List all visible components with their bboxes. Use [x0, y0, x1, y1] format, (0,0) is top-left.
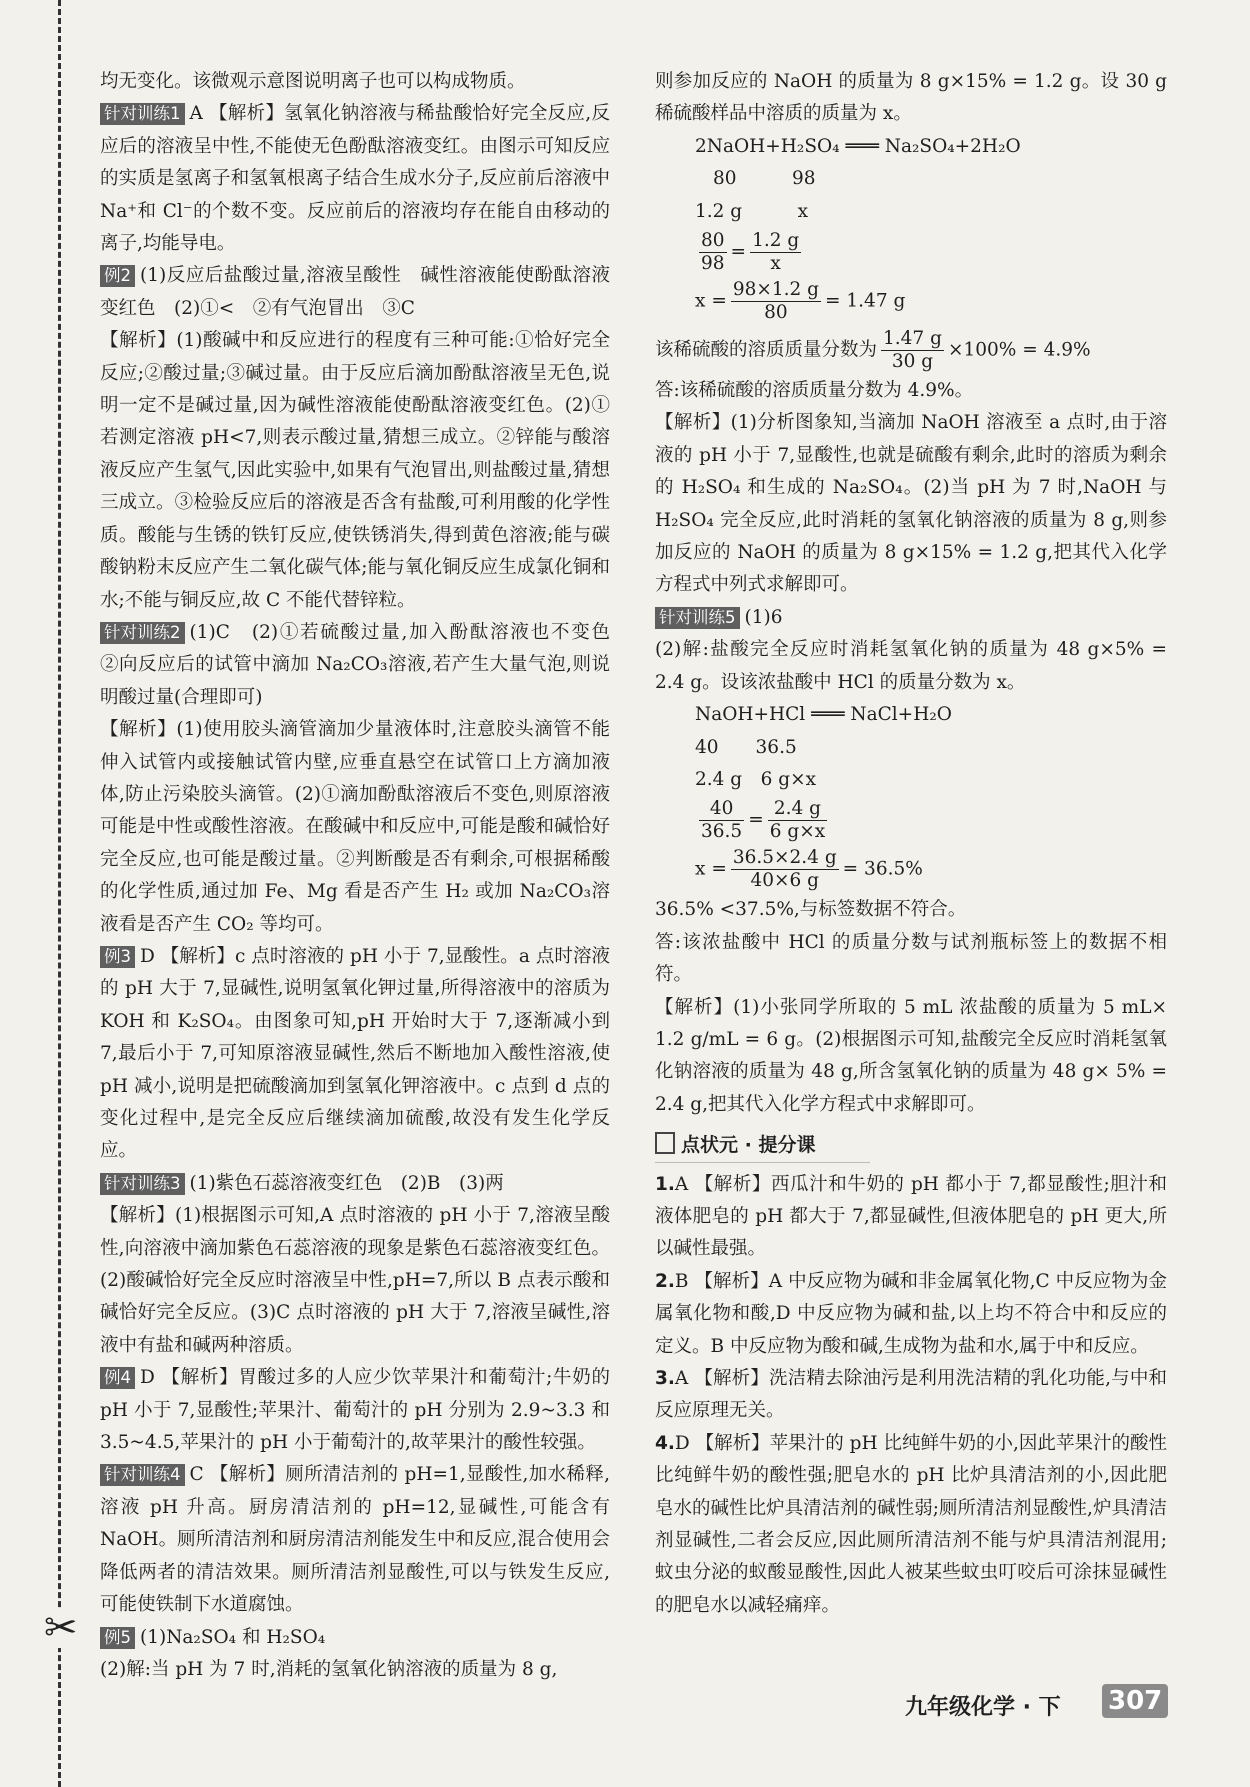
fraction	[731, 279, 821, 324]
denominator: 36.5	[701, 821, 743, 843]
numerator: 40	[699, 798, 744, 821]
paragraph-text: A 【解析】氢氧化钠溶液与稀盐酸恰好完全反应,反应后的溶液呈中性,不能使无色酚酞溶液变红。由图示可知反应的实质是氢离子和氢氧根离子结合生成水分子,反应前后溶液中 Na⁺和 Cl⁻的个数不变。反应前后的溶液均存在能自由移动的离子,均能导电。	[100, 103, 610, 255]
ratio: $\frac{40}{36.5}$ = $\frac{2.4 g}{6 g\times x}$	[701, 798, 826, 843]
paragraph: 则参加反应的 NaOH 的质量为 8 g×15% = 1.2 g。设 30 g 稀硫酸样品中溶质的质量为 x。	[655, 71, 1167, 125]
denominator: 98	[701, 253, 725, 275]
paragraph	[100, 617, 629, 714]
label-tag: 例5	[100, 1627, 135, 1649]
text: ×100% = 4.9%	[947, 339, 1091, 361]
label-tag: 例4	[100, 1367, 135, 1389]
paragraph: 均无变化。该微观示意图说明离子也可以构成物质。	[100, 71, 526, 92]
question-item	[655, 1428, 1167, 1622]
question-number: 4.	[655, 1432, 675, 1454]
numerator: 1.47 g	[883, 328, 942, 350]
fraction	[750, 230, 801, 275]
question-text: A 【解析】洗洁精去除油污是利用洗洁精的乳化功能,与中和反应原理无关。	[655, 1368, 1167, 1422]
section-title: 点状元 · 提分课	[681, 1134, 816, 1157]
paragraph: (2)解:盐酸完全反应时消耗氢氧化钠的质量为 48 g×5% = 2.4 g。设该浓盐酸中 HCl 的质量分数为 x。	[655, 639, 1167, 693]
fraction	[699, 798, 744, 843]
denominator: 80	[764, 302, 788, 324]
paragraph: 【解析】(1)使用胶头滴管滴加少量液体时,注意胶头滴管不能伸入试管内或接触试管内壁,应垂直悬空在试管口上方滴加液体,防止污染胶头滴管。(2)①滴加酚酞溶液后不变色,则原溶液可能是中性或酸性溶液。在酸碱中和反应中,可能是酸和碱恰好完全反应,也可能是酸过量。②判断酸是否有剩余,可根据稀酸的化学性质,通过加 Fe、Mg 看是否产生 H₂ 或加 Na₂CO₃溶液看是否产生 CO₂ 等均可。	[100, 719, 610, 935]
text: x =	[695, 858, 727, 880]
footer-title: 九年级化学 · 下	[905, 1695, 1061, 1720]
equation-mass: 80 98	[713, 168, 816, 190]
paragraph	[100, 1622, 610, 1654]
paragraph	[100, 1459, 610, 1621]
paragraph	[100, 1168, 610, 1200]
question-number: 3.	[655, 1368, 675, 1389]
question-item	[655, 1266, 1167, 1363]
label-tag: 针对训练2	[100, 622, 185, 644]
paragraph	[100, 260, 610, 325]
paragraph-text: (1)紫色石蕊溶液变红色 (2)B (3)两	[189, 1172, 504, 1194]
equation-mass: 40 36.5	[695, 736, 797, 758]
paragraph	[655, 602, 1167, 634]
page-number: 307	[1102, 1684, 1168, 1718]
right-column	[655, 66, 1167, 1622]
paragraph-text: (1)6	[744, 606, 783, 628]
paragraph	[100, 1362, 610, 1459]
solve-x	[695, 277, 1167, 326]
question-item	[655, 1363, 1167, 1428]
label-tag: 针对训练3	[100, 1173, 185, 1195]
label-tag: 针对训练1	[100, 103, 185, 125]
section-heading	[655, 1129, 870, 1162]
paragraph-text: (1)C (2)①若硫酸过量,加入酚酞溶液也不变色 ②向反应后的试管中滴加 Na₂CO₃溶液,若产生大量气泡,则说明酸过量(合理即可)	[100, 621, 629, 708]
fraction	[881, 328, 944, 373]
answer: 答:该浓盐酸中 HCl 的质量分数与试剂瓶标签上的数据不相符。	[655, 931, 1167, 986]
solve-x	[695, 845, 1167, 894]
scissors-icon: ✂	[44, 1605, 78, 1651]
numerator: 80	[701, 230, 725, 252]
label-tag: 针对训练5	[655, 607, 740, 629]
paragraph-text: C 【解析】厕所清洁剂的 pH=1,显酸性,加水稀释,溶液 pH 升高。厨房清洁剂的 pH=12,显碱性,可能含有 NaOH。厕所清洁剂和厨房清洁剂能发生中和反应,混合使用会降低两者的清洁效果。厕所清洁剂显酸性,可以与铁发生反应,可能使铁制下水道腐蚀。	[100, 1464, 610, 1616]
numerator: 1.2 g	[752, 230, 800, 252]
paragraph: 【解析】(1)根据图示可知,A 点时溶液的 pH 小于 7,溶液呈酸性,向溶液中滴加紫色石蕊溶液的现象是紫色石蕊溶液变红色。(2)酸碱恰好完全反应时溶液呈中性,pH=7,所以 B 点表示酸和碱恰好完全反应。(3)C 点时溶液的 pH 大于 7,溶液呈碱性,溶液中有盐和碱两种溶质。	[100, 1205, 610, 1356]
denominator: x	[770, 253, 781, 275]
denominator: 40×6 g	[750, 870, 820, 892]
left-column	[100, 66, 629, 1686]
fraction	[731, 847, 839, 892]
equation: 2NaOH+H₂SO₄ ═══ Na₂SO₄+2H₂O	[695, 135, 1021, 157]
question-text: B 【解析】A 中反应物为碱和非金属氧化物,C 中反应物为金属氧化物和酸,D 中反应物为碱和盐,以上均不符合中和反应的定义。B 中反应物为酸和碱,生成物为盐和水,属于中和反应。	[655, 1270, 1167, 1357]
book-icon	[655, 1132, 675, 1154]
label-tag: 针对训练4	[100, 1464, 185, 1486]
fraction	[768, 798, 827, 843]
paragraph-text: D 【解析】胃酸过多的人应少饮苹果汁和葡萄汁;牛奶的 pH 小于 7,显酸性;苹果汁、葡萄汁的 pH 分别为 2.9~3.3 和 3.5~4.5,苹果汁的 pH 小于葡萄汁的,故苹果汁的酸性较强。	[100, 1367, 610, 1454]
question-number: 2.	[655, 1270, 675, 1292]
paragraph: 【解析】(1)酸碱中和反应进行的程度有三种可能:①恰好完全反应;②酸过量;③碱过量。由于反应后滴加酚酞溶液呈无色,说明一定不是碱过量,因为碱性溶液能使酚酞溶液变红色。(2)①若测定溶液 pH<7,则表示酸过量,猜想三成立。②锌能与酸溶液反应产生氢气,因此实验中,如果有气泡冒出,则盐酸过量,猜想三成立。③检验反应后的溶液是否含有盐酸,可利用酸的化学性质。酸能与生锈的铁钉反应,使铁锈消失,得到黄色溶液;能与碳酸钠粉末反应产生二氧化碳气体;能与氧化铜反应生成氯化铜和水;不能与铜反应,故 C 不能代替锌粒。	[100, 330, 610, 611]
text: = 1.47 g	[825, 290, 906, 312]
text: = 36.5%	[842, 858, 923, 880]
denominator: 6 g×x	[769, 821, 826, 843]
paragraph	[100, 941, 610, 1168]
question-text: D 【解析】苹果汁的 pH 比纯鲜牛奶的小,因此苹果汁的酸性比纯鲜牛奶的酸性强;肥皂水的 pH 比炉具清洁剂的小,因此肥皂水的碱性比炉具清洁剂的碱性弱;厕所清洁剂显酸性,炉具清洁剂显碱性,二者会反应,因此厕所清洁剂不能与炉具清洁剂混用;蚊虫分泌的蚁酸显酸性,因此人被某些蚊虫叮咬后可涂抹显碱性的肥皂水以减轻痛痒。	[655, 1432, 1167, 1616]
cut-line	[58, 0, 61, 1787]
numerator: 98×1.2 g	[732, 279, 820, 301]
ratio: $\frac{80}{98}$ = $\frac{1.2 g}{x}$	[701, 230, 800, 275]
fraction	[699, 230, 727, 275]
question-item	[655, 1169, 1167, 1266]
question-text: A 【解析】西瓜汁和牛奶的 pH 都小于 7,都显酸性;胆汁和液体肥皂的 pH 都大于 7,都显碱性,但液体肥皂的 pH 更大,所以碱性最强。	[655, 1173, 1167, 1260]
answer: 答:该稀硫酸的溶质质量分数为 4.9%。	[655, 380, 974, 402]
denominator: 30 g	[891, 351, 934, 373]
paragraph-text: D 【解析】c 点时溶液的 pH 小于 7,显酸性。a 点时溶液的 pH 大于 7,显碱性,说明氢氧化钾过量,所得溶液中的溶质为 KOH 和 K₂SO₄。由图象可知,pH 开始时大于 7,逐渐减小到 7,最后小于 7,可知原溶液显碱性,然后不断地加入酸性溶液,使 pH 减小,说明是把硫酸滴加到氢氧化钾溶液中。c 点到 d 点的变化过程中,是完全反应后继续滴加硫酸,故没有发生化学反应。	[100, 945, 610, 1162]
percent-line	[655, 326, 1167, 375]
equation-values: 2.4 g 6 g×x	[695, 768, 817, 790]
equation-values: 1.2 g x	[695, 200, 809, 222]
paragraph: (2)解:当 pH 为 7 时,消耗的氢氧化钠溶液的质量为 8 g,	[100, 1658, 558, 1680]
paragraph: 【解析】(1)小张同学所取的 5 mL 浓盐酸的质量为 5 mL× 1.2 g/mL = 6 g。(2)根据图示可知,盐酸完全反应时消耗氢氧化钠溶液的质量为 48 g,所含氢氧化钠的质量为 48 g× 5% = 2.4 g,把其代入化学方程式中求解即可。	[655, 996, 1167, 1115]
text: x =	[695, 290, 727, 312]
paragraph	[100, 98, 610, 260]
paragraph-text: (1)反应后盐酸过量,溶液呈酸性 碱性溶液能使酚酞溶液变红色 (2)①< ②有气泡冒出 ③C	[100, 265, 610, 319]
paragraph: 【解析】(1)分析图象知,当滴加 NaOH 溶液至 a 点时,由于溶液的 pH 小于 7,显酸性,也就是硫酸有剩余,此时的溶质为剩余的 H₂SO₄ 和生成的 Na₂SO₄。(2)当 pH 为 7 时,NaOH 与 H₂SO₄ 完全反应,此时消耗的氢氧化钠溶液的质量为 8 g,则参加反应的 NaOH 的质量为 8 g×15% = 1.2 g,把其代入化学方程式中列式求解即可。	[655, 412, 1167, 596]
equation: NaOH+HCl ═══ NaCl+H₂O	[695, 704, 952, 726]
numerator: 36.5×2.4 g	[732, 847, 837, 869]
paragraph-text: (1)Na₂SO₄ 和 H₂SO₄	[140, 1626, 326, 1648]
label-tag: 例3	[100, 946, 135, 968]
numerator: 2.4 g	[768, 798, 827, 821]
text: 该稀硫酸的溶质质量分数为	[655, 339, 878, 361]
label-tag: 例2	[100, 265, 135, 287]
paragraph: 36.5% <37.5%,与标签数据不符合。	[655, 899, 967, 921]
question-number: 1.	[655, 1173, 675, 1195]
